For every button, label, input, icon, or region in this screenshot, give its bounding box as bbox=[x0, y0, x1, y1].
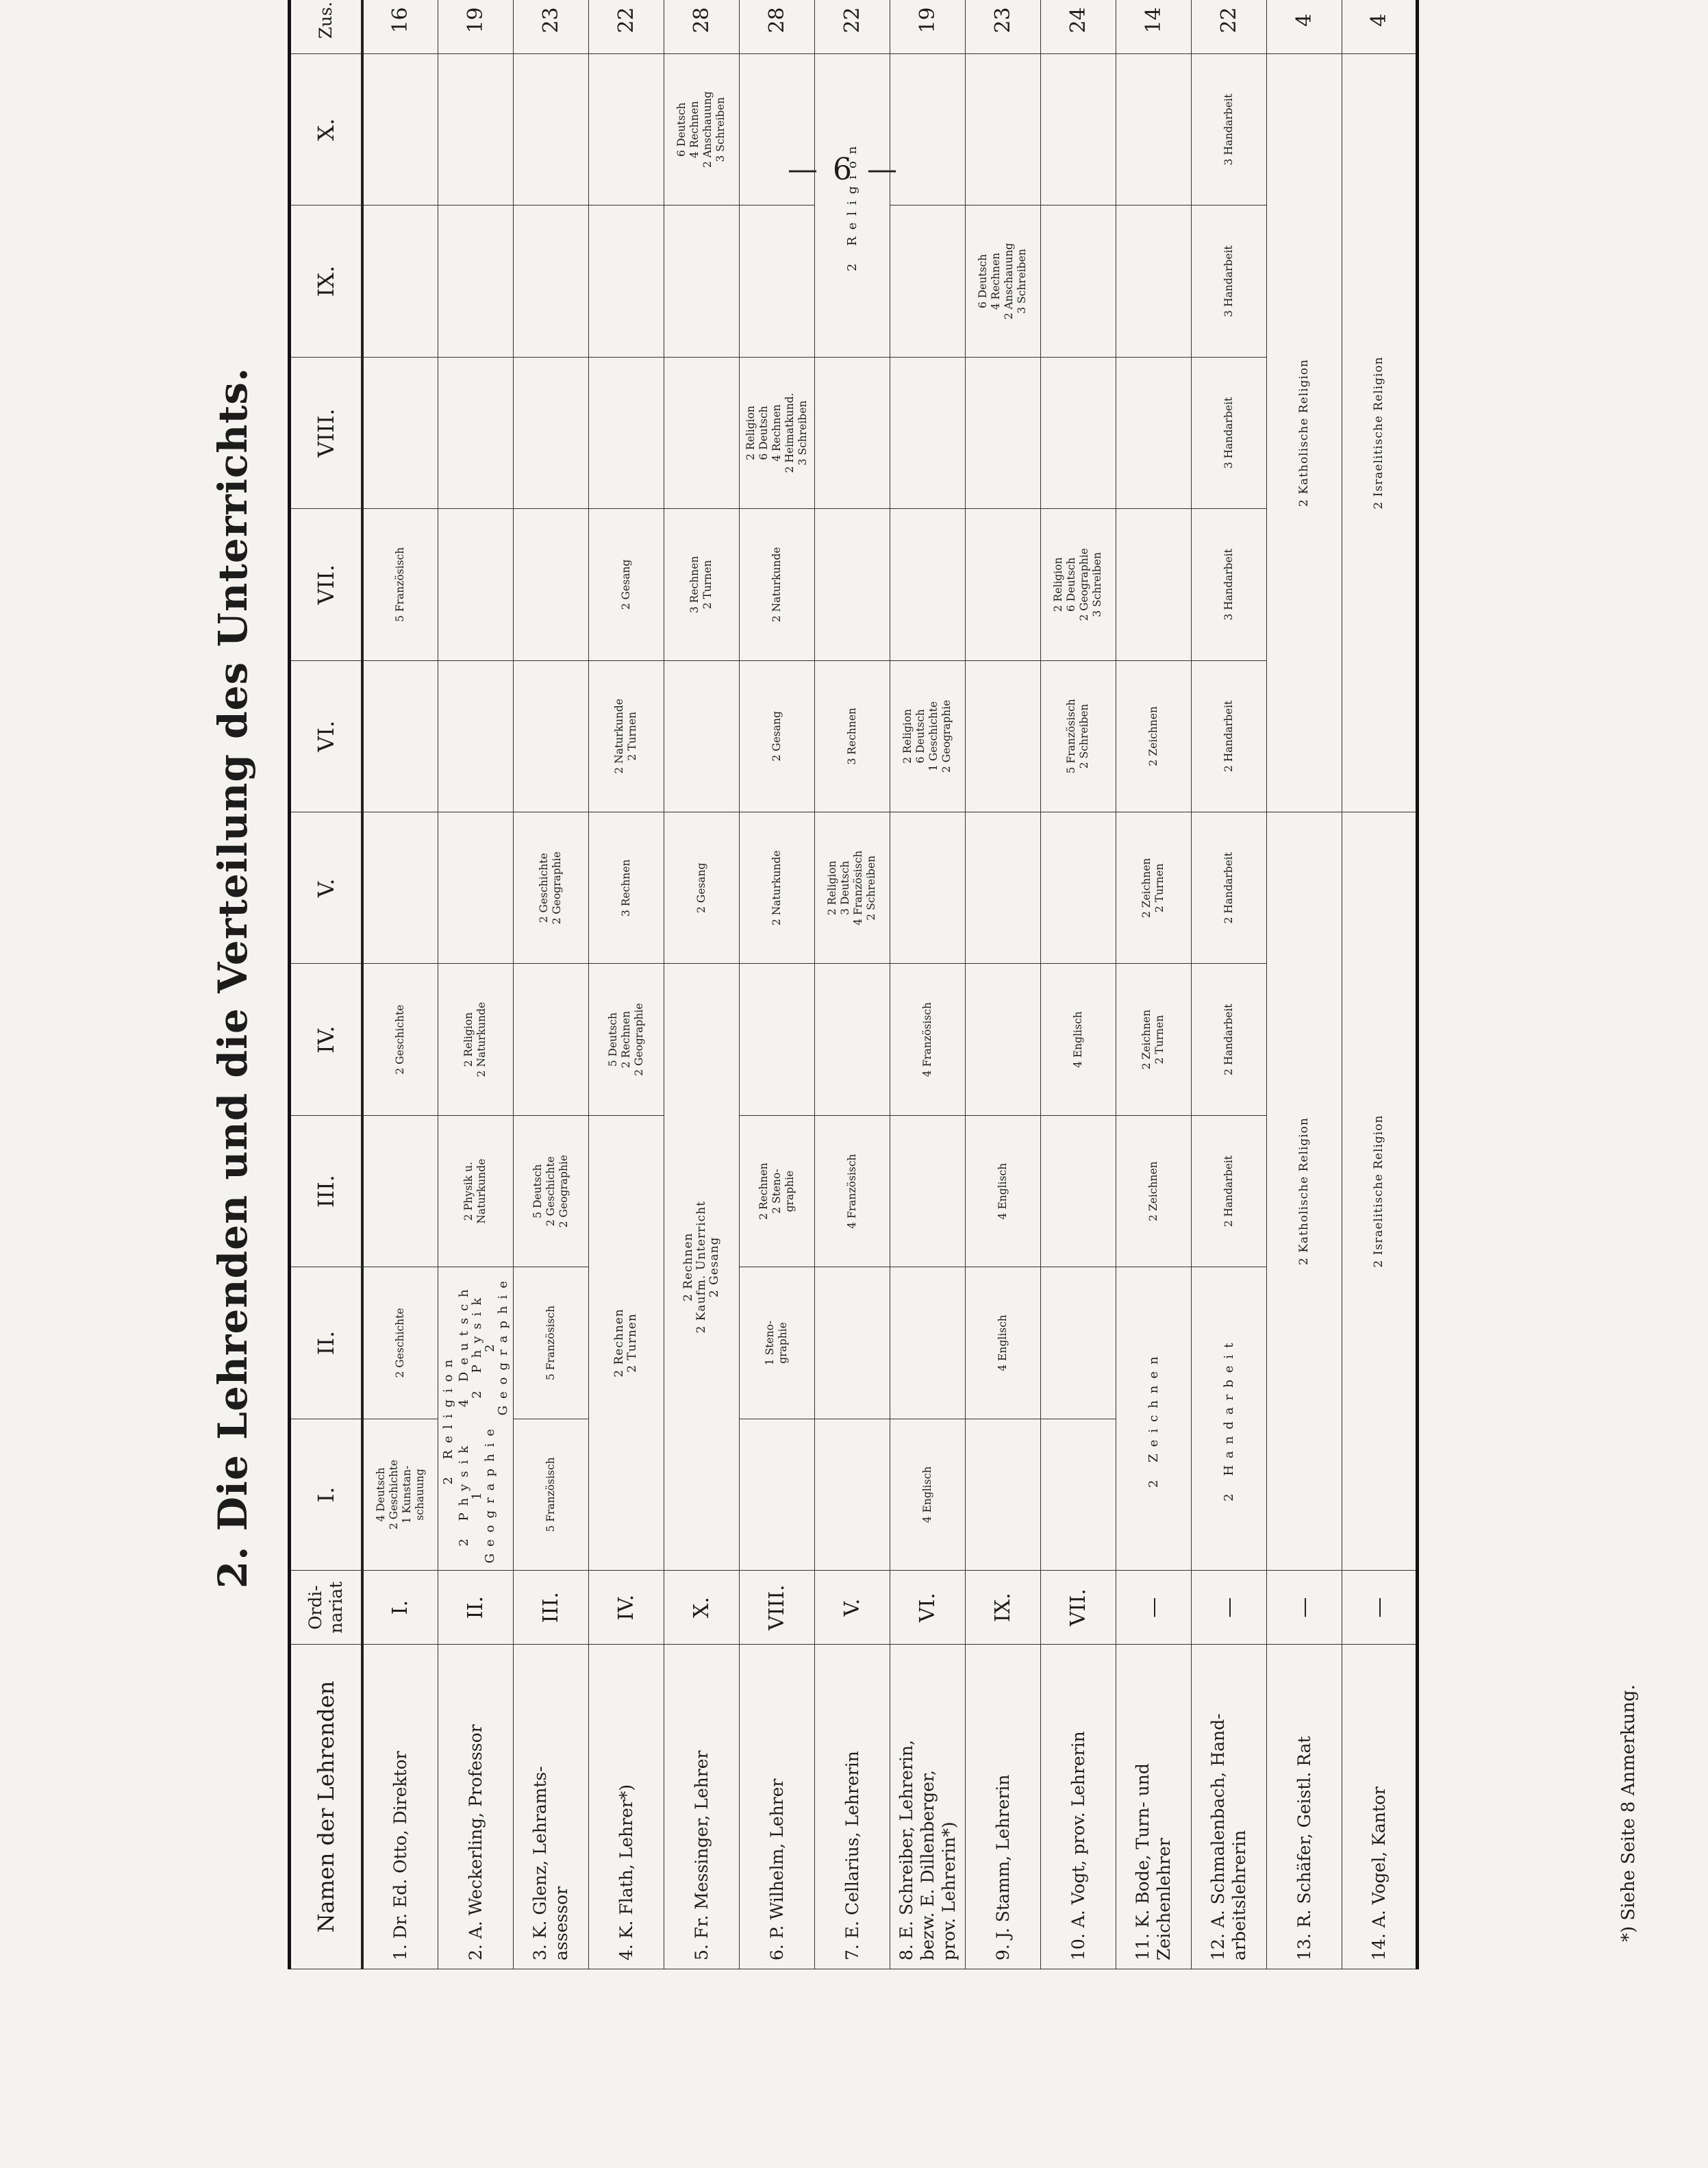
spanning-subject-label: 2 Religion bbox=[440, 1352, 455, 1485]
spanning-subject-cell: 2 Religion bbox=[814, 53, 890, 357]
empty-cell bbox=[362, 205, 438, 357]
table-row bbox=[1191, 0, 1266, 1969]
subject-cell: 2 Religion 2 Naturkunde bbox=[438, 964, 513, 1115]
table-row bbox=[362, 0, 438, 1969]
empty-cell bbox=[1040, 53, 1116, 205]
empty-cell bbox=[438, 357, 513, 508]
ordinariat-cell: X. bbox=[664, 1571, 739, 1645]
table-row bbox=[664, 0, 739, 1969]
empty-cell bbox=[362, 812, 438, 964]
table-header-row bbox=[290, 0, 363, 1969]
empty-cell bbox=[438, 660, 513, 812]
subject-cell: 3 Handarbeit bbox=[1191, 357, 1266, 508]
empty-cell bbox=[890, 205, 965, 357]
teacher-name: 4. K. Flath, Lehrer*) bbox=[588, 1645, 664, 1969]
subject-cell: 2 Physik u. Naturkunde bbox=[438, 1115, 513, 1267]
subject-cell: 2 Geschichte bbox=[362, 964, 438, 1115]
empty-cell bbox=[739, 1419, 814, 1570]
subject-cell: 2 Naturkunde bbox=[739, 812, 814, 964]
teacher-name: 2. A. Weckerling, Professor bbox=[438, 1645, 513, 1969]
empty-cell bbox=[513, 357, 588, 508]
subject-cell: 4 Deutsch 2 Geschichte 1 Kunstan- schauung bbox=[362, 1419, 438, 1570]
empty-cell bbox=[588, 205, 664, 357]
empty-cell bbox=[814, 964, 890, 1115]
empty-cell bbox=[438, 53, 513, 205]
ordinariat-cell: — bbox=[1191, 1571, 1266, 1645]
spanning-subject-cell: 2 Israelitische Religion bbox=[1342, 812, 1417, 1571]
empty-cell bbox=[513, 660, 588, 812]
teacher-name: 8. E. Schreiber, Lehrerin, bezw. E. Dillenberger, prov. Lehrerin*) bbox=[890, 1645, 965, 1969]
subject-cell: 3 Handarbeit bbox=[1191, 205, 1266, 357]
empty-cell bbox=[438, 205, 513, 357]
subject-cell: 3 Handarbeit bbox=[1191, 53, 1266, 205]
ordinariat-cell: VII. bbox=[1040, 1571, 1116, 1645]
subject-cell: 2 Geschichte bbox=[362, 1267, 438, 1419]
subject-cell: 4 Englisch bbox=[1040, 964, 1116, 1115]
subject-cell: 2 Religion 6 Deutsch 1 Geschichte 2 Geographie bbox=[890, 660, 965, 812]
table-row bbox=[890, 0, 965, 1969]
ordinariat-cell: — bbox=[1116, 1571, 1191, 1645]
empty-cell bbox=[1116, 357, 1191, 508]
subject-cell: 4 Englisch bbox=[965, 1267, 1040, 1419]
empty-cell bbox=[513, 205, 588, 357]
table-row bbox=[438, 0, 513, 1969]
header-class-4: IV. bbox=[290, 964, 363, 1115]
empty-cell bbox=[664, 357, 739, 508]
ordinariat-cell: VI. bbox=[890, 1571, 965, 1645]
empty-cell bbox=[362, 357, 438, 508]
header-class-7: VII. bbox=[290, 509, 363, 660]
empty-cell bbox=[1116, 205, 1191, 357]
table-row bbox=[588, 0, 664, 1969]
header-sum: Zus. bbox=[290, 0, 363, 53]
header-class-6: VI. bbox=[290, 660, 363, 812]
sum-cell: 16 bbox=[362, 0, 438, 53]
empty-cell bbox=[890, 1267, 965, 1419]
sum-cell: 4 bbox=[1266, 0, 1342, 53]
subject-cell: 4 Französisch bbox=[814, 1115, 890, 1267]
empty-cell bbox=[1040, 357, 1116, 508]
ordinariat-cell: IX. bbox=[965, 1571, 1040, 1645]
empty-cell bbox=[588, 357, 664, 508]
sum-cell: 23 bbox=[965, 0, 1040, 53]
table-row bbox=[814, 0, 890, 1969]
ordinariat-cell: III. bbox=[513, 1571, 588, 1645]
subject-cell: 4 Französisch bbox=[890, 964, 965, 1115]
subject-cell: 2 Rechnen 2 Steno- graphie bbox=[739, 1115, 814, 1267]
empty-cell bbox=[438, 812, 513, 964]
teacher-distribution-table bbox=[288, 0, 1419, 1969]
subject-cell: 2 Naturkunde 2 Turnen bbox=[588, 660, 664, 812]
empty-cell bbox=[739, 205, 814, 357]
empty-cell bbox=[513, 964, 588, 1115]
empty-cell bbox=[739, 964, 814, 1115]
table-row bbox=[1342, 0, 1417, 1969]
empty-cell bbox=[890, 812, 965, 964]
empty-cell bbox=[965, 660, 1040, 812]
teacher-name: 3. K. Glenz, Lehramts- assessor bbox=[513, 1645, 588, 1969]
header-class-2: II. bbox=[290, 1267, 363, 1419]
subject-cell: 2 Gesang bbox=[588, 509, 664, 660]
subject-cell: 2 Religion 6 Deutsch 4 Rechnen 2 Heimatkund. 3 Schreiben bbox=[739, 357, 814, 508]
header-name: Namen der Lehrenden bbox=[290, 1645, 363, 1969]
teacher-name: 7. E. Cellarius, Lehrerin bbox=[814, 1645, 890, 1969]
empty-cell bbox=[890, 357, 965, 508]
empty-cell bbox=[739, 53, 814, 205]
sum-cell: 22 bbox=[588, 0, 664, 53]
sum-cell: 22 bbox=[1191, 0, 1266, 53]
ordinariat-cell: VIII. bbox=[739, 1571, 814, 1645]
sum-cell: 24 bbox=[1040, 0, 1116, 53]
teacher-name: 14. A. Vogel, Kantor bbox=[1342, 1645, 1417, 1969]
subject-cell: 2 Zeichnen 2 Turnen bbox=[1116, 964, 1191, 1115]
teacher-name: 6. P. Wilhelm, Lehrer bbox=[739, 1645, 814, 1969]
spanning-subject-cell: 2 Katholische Religion bbox=[1266, 53, 1342, 812]
empty-cell bbox=[965, 1419, 1040, 1570]
table-row bbox=[1040, 0, 1116, 1969]
subject-cell: 3 Rechnen bbox=[814, 660, 890, 812]
teacher-name: 9. J. Stamm, Lehrerin bbox=[965, 1645, 1040, 1969]
subject-cell: 2 Religion 6 Deutsch 2 Geographie 3 Schreiben bbox=[1040, 509, 1116, 660]
subject-cell: 5 Deutsch 2 Rechnen 2 Geographie bbox=[588, 964, 664, 1115]
empty-cell bbox=[1040, 1267, 1116, 1419]
empty-cell bbox=[1116, 509, 1191, 660]
header-class-5: V. bbox=[290, 812, 363, 964]
empty-cell bbox=[1040, 1115, 1116, 1267]
subject-cell: 2 Geschichte 2 Geographie bbox=[513, 812, 588, 964]
subject-cell: 2 Naturkunde bbox=[739, 509, 814, 660]
subject-cell: 2 Handarbeit bbox=[1191, 812, 1266, 964]
table-row bbox=[739, 0, 814, 1969]
sum-cell: 4 bbox=[1342, 0, 1417, 53]
teacher-name: 12. A. Schmalenbach, Hand- arbeitslehrerin bbox=[1191, 1645, 1266, 1969]
subject-cell: 2 Handarbeit bbox=[1191, 964, 1266, 1115]
empty-cell bbox=[362, 53, 438, 205]
ordinariat-cell: I. bbox=[362, 1571, 438, 1645]
empty-cell bbox=[814, 509, 890, 660]
empty-cell bbox=[965, 964, 1040, 1115]
empty-cell bbox=[588, 53, 664, 205]
empty-cell bbox=[1116, 53, 1191, 205]
page-title: 2. Die Lehrenden und die Verteilung des Unterrichts. bbox=[210, 366, 256, 1589]
table-row bbox=[513, 0, 588, 1969]
spanning-subject-cell: 2 Rechnen 2 Turnen bbox=[588, 1115, 664, 1570]
footnote: *) Siehe Seite 8 Anmerkung. bbox=[1618, 1684, 1639, 1942]
empty-cell bbox=[664, 205, 739, 357]
subject-cell: 5 Französisch bbox=[513, 1419, 588, 1570]
header-class-3: III. bbox=[290, 1115, 363, 1267]
subject-cell: 5 Deutsch 2 Geschichte 2 Geographie bbox=[513, 1115, 588, 1267]
empty-cell bbox=[965, 812, 1040, 964]
subject-cell: 2 Zeichnen 2 Turnen bbox=[1116, 812, 1191, 964]
spanning-subject-cell bbox=[438, 1267, 513, 1571]
sum-cell: 14 bbox=[1116, 0, 1191, 53]
teacher-name: 10. A. Vogt, prov. Lehrerin bbox=[1040, 1645, 1116, 1969]
teacher-name: 13. R. Schäfer, Geistl. Rat bbox=[1266, 1645, 1342, 1969]
subject-cell: 3 Handarbeit bbox=[1191, 509, 1266, 660]
header-class-1: I. bbox=[290, 1419, 363, 1570]
subject-cell: 5 Französisch bbox=[362, 509, 438, 660]
empty-cell bbox=[513, 53, 588, 205]
subject-cell: 2 Zeichnen bbox=[1116, 660, 1191, 812]
ordinariat-cell: — bbox=[1342, 1571, 1417, 1645]
empty-cell bbox=[814, 1267, 890, 1419]
empty-cell bbox=[438, 509, 513, 660]
subject-cell: 3 Rechnen 2 Turnen bbox=[664, 509, 739, 660]
spanning-subject-cell: 2 Rechnen 2 Kaufm. Unterricht 2 Gesang bbox=[664, 964, 739, 1571]
header-ordinariat: Ordi- nariat bbox=[290, 1571, 363, 1645]
header-class-9: IX. bbox=[290, 205, 363, 357]
empty-cell bbox=[890, 53, 965, 205]
teacher-name: 1. Dr. Ed. Otto, Direktor bbox=[362, 1645, 438, 1969]
empty-cell bbox=[664, 660, 739, 812]
subject-cell: 3 Rechnen bbox=[588, 812, 664, 964]
spanning-subject-cell: 2 Handarbeit bbox=[1191, 1267, 1266, 1571]
empty-cell bbox=[814, 1419, 890, 1570]
teacher-name: 11. K. Bode, Turn- und Zeichenlehrer bbox=[1116, 1645, 1191, 1969]
subject-cell: 2 Handarbeit bbox=[1191, 660, 1266, 812]
sum-cell: 28 bbox=[739, 0, 814, 53]
empty-cell bbox=[1040, 1419, 1116, 1570]
empty-cell bbox=[362, 1115, 438, 1267]
subject-cell: 6 Deutsch 4 Rechnen 2 Anschauung 3 Schreiben bbox=[965, 205, 1040, 357]
ordinariat-cell: — bbox=[1266, 1571, 1342, 1645]
sum-cell: 19 bbox=[890, 0, 965, 53]
sum-cell: 23 bbox=[513, 0, 588, 53]
rotated-content bbox=[205, 0, 1671, 1969]
subject-cell: 5 Französisch 2 Schreiben bbox=[1040, 660, 1116, 812]
subject-cell: 2 Handarbeit bbox=[1191, 1115, 1266, 1267]
table-row bbox=[1116, 0, 1191, 1969]
sum-cell: 28 bbox=[664, 0, 739, 53]
subject-cell: 5 Französisch bbox=[513, 1267, 588, 1419]
subject-cell: 4 Englisch bbox=[890, 1419, 965, 1570]
sub-subject-cell: 4 Deutsch 2 Physik 2 Geographie bbox=[456, 1274, 510, 1416]
empty-cell bbox=[362, 660, 438, 812]
ordinariat-cell: V. bbox=[814, 1571, 890, 1645]
sum-cell: 19 bbox=[438, 0, 513, 53]
header-class-10: X. bbox=[290, 53, 363, 205]
empty-cell bbox=[1040, 205, 1116, 357]
spanning-subject-cell: 2 Zeichnen bbox=[1116, 1267, 1191, 1571]
sub-subject-cell: 2 Physik 1 Geographie bbox=[456, 1422, 497, 1564]
empty-cell bbox=[1040, 812, 1116, 964]
sum-cell: 22 bbox=[814, 0, 890, 53]
subject-cell: 2 Gesang bbox=[739, 660, 814, 812]
empty-cell bbox=[890, 1115, 965, 1267]
subject-cell: 2 Gesang bbox=[664, 812, 739, 964]
teacher-name: 5. Fr. Messinger, Lehrer bbox=[664, 1645, 739, 1969]
subject-cell: 6 Deutsch 4 Rechnen 2 Anschauung 3 Schreiben bbox=[664, 53, 739, 205]
spanning-subject-cell: 2 Israelitische Religion bbox=[1342, 53, 1417, 812]
subject-cell: 1 Steno- graphie bbox=[739, 1267, 814, 1419]
empty-cell bbox=[513, 509, 588, 660]
empty-cell bbox=[965, 509, 1040, 660]
header-class-8: VIII. bbox=[290, 357, 363, 508]
empty-cell bbox=[890, 509, 965, 660]
ordinariat-cell: II. bbox=[438, 1571, 513, 1645]
subject-cell: 2 Zeichnen bbox=[1116, 1115, 1191, 1267]
page-number: — 6 — bbox=[788, 152, 900, 187]
table-row bbox=[965, 0, 1040, 1969]
spanning-subject-cell: 2 Katholische Religion bbox=[1266, 812, 1342, 1571]
subject-cell: 4 Englisch bbox=[965, 1115, 1040, 1267]
empty-cell bbox=[965, 53, 1040, 205]
table-row bbox=[1266, 0, 1342, 1969]
ordinariat-cell: IV. bbox=[588, 1571, 664, 1645]
empty-cell bbox=[814, 357, 890, 508]
empty-cell bbox=[965, 357, 1040, 508]
subject-cell: 2 Religion 3 Deutsch 4 Französisch 2 Schreiben bbox=[814, 812, 890, 964]
